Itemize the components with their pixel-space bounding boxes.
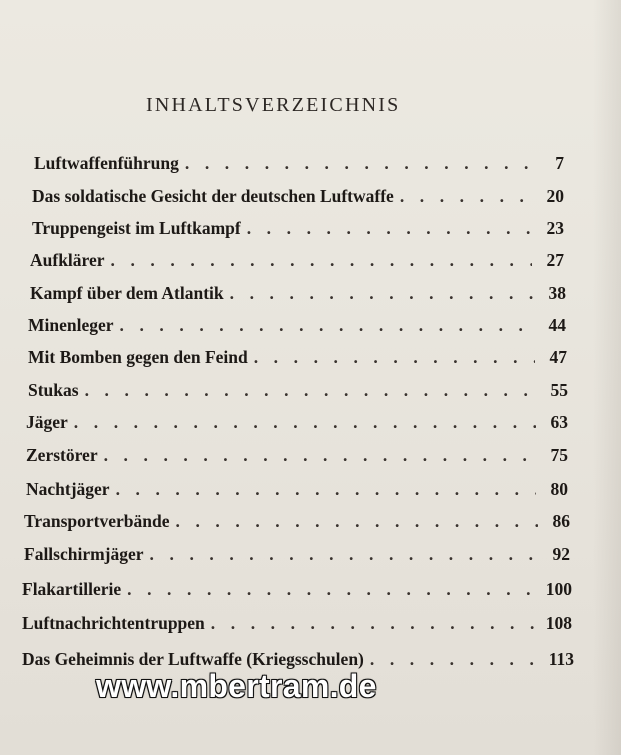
dot-leader xyxy=(120,315,534,336)
toc-entry xyxy=(22,574,572,600)
toc-entry-page: 27 xyxy=(546,250,564,270)
toc-entry-title: Truppengeist im Luftkampf xyxy=(32,218,241,238)
dot-leader xyxy=(254,347,535,368)
dot-leader xyxy=(185,153,532,174)
website-watermark: www.mbertram.de xyxy=(96,668,377,704)
toc-entry-title: Luftwaffenführung xyxy=(34,153,179,173)
toc-entry-page: 92 xyxy=(552,544,570,564)
toc-entry-title: Fallschirmjäger xyxy=(24,544,144,564)
toc-entry xyxy=(22,608,572,634)
toc-entry-title: Mit Bomben gegen den Feind xyxy=(28,347,248,367)
toc-entry-page: 80 xyxy=(550,479,568,499)
toc-entry-title: Luftnachrichtentruppen xyxy=(22,613,205,633)
toc-entry xyxy=(22,644,574,670)
dot-leader xyxy=(85,380,536,401)
toc-entry-page: 100 xyxy=(545,579,572,599)
toc-entry-page: 38 xyxy=(548,283,566,303)
toc-entry-page: 113 xyxy=(548,649,574,669)
toc-entry xyxy=(32,213,564,239)
toc-entry-page: 23 xyxy=(546,218,564,238)
toc-entry-page: 108 xyxy=(545,613,572,633)
toc-entry-page: 47 xyxy=(549,347,567,367)
dot-leader xyxy=(400,186,532,207)
dot-leader xyxy=(127,579,540,600)
page-edge-shadow xyxy=(593,0,621,755)
toc-entry xyxy=(26,440,568,466)
toc-entry-title: Aufklärer xyxy=(30,250,105,270)
toc-entry-title: Zerstörer xyxy=(26,445,98,465)
toc-entry xyxy=(32,181,564,207)
dot-leader xyxy=(247,218,532,239)
dot-leader xyxy=(150,544,538,565)
toc-entry-page: 44 xyxy=(548,315,566,335)
toc-entry-title: Das Geheimnis der Luftwaffe (Kriegsschulen) xyxy=(22,649,364,669)
toc-entry xyxy=(24,506,570,532)
dot-leader xyxy=(230,283,534,304)
dot-leader xyxy=(74,412,536,433)
toc-entry-title: Transportverbände xyxy=(24,511,170,531)
toc-entry xyxy=(28,310,566,336)
toc-entry xyxy=(26,474,568,500)
toc-entry xyxy=(26,407,568,433)
toc-entry xyxy=(34,148,564,174)
toc-entry-page: 55 xyxy=(550,380,568,400)
toc-entry-title: Kampf über dem Atlantik xyxy=(30,283,224,303)
toc-heading: INHALTSVERZEICHNIS xyxy=(146,94,401,116)
dot-leader xyxy=(370,649,542,670)
toc-entry xyxy=(30,278,566,304)
dot-leader xyxy=(211,613,540,634)
toc-entry-title: Minenleger xyxy=(28,315,114,335)
dot-leader xyxy=(111,250,532,271)
toc-entry-page: 20 xyxy=(546,186,564,206)
dot-leader xyxy=(116,479,536,500)
toc-entry xyxy=(28,342,567,368)
toc-entry-page: 63 xyxy=(550,412,568,432)
toc-entry-title: Das soldatische Gesicht der deutschen Luftwaffe xyxy=(32,186,394,206)
toc-entry xyxy=(28,375,568,401)
toc-entry-page: 75 xyxy=(550,445,568,465)
dot-leader xyxy=(176,511,538,532)
toc-entry xyxy=(24,539,570,565)
toc-entry xyxy=(30,245,564,271)
toc-entry-title: Nachtjäger xyxy=(26,479,110,499)
dot-leader xyxy=(104,445,536,466)
toc-entry-title: Jäger xyxy=(26,412,68,432)
toc-entry-page: 86 xyxy=(552,511,570,531)
toc-entry-title: Stukas xyxy=(28,380,79,400)
toc-entry-title: Flakartillerie xyxy=(22,579,122,599)
toc-entry-page: 7 xyxy=(555,153,564,173)
